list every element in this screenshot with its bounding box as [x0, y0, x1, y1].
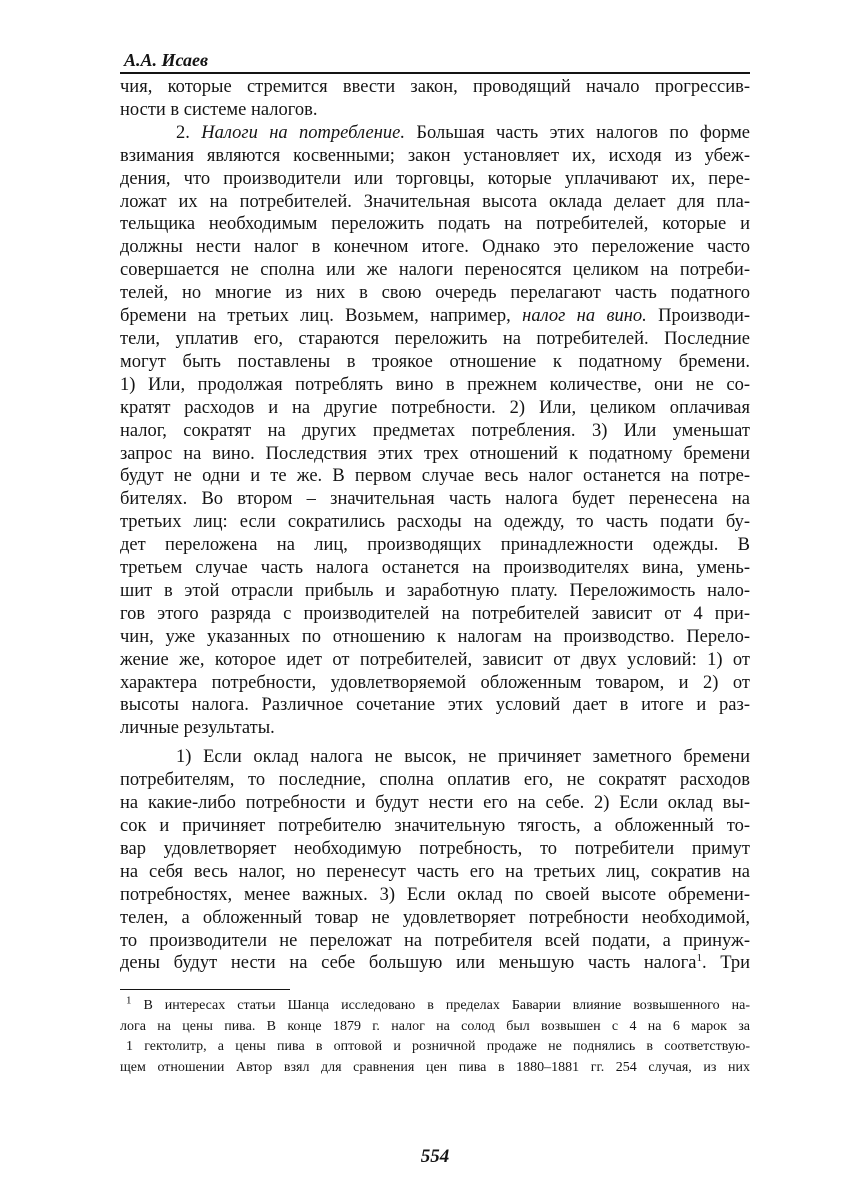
text-line: дения, что производители или торговцы, которые уплачивают их, пере- — [120, 168, 750, 189]
text-run: . Три — [701, 953, 750, 974]
text-line: потребителям, то последние, сполна оплатив его, не сократят расходов — [120, 770, 750, 791]
footnote-line: 1 гектолитр, а цены пива в оптовой и розничной продаже не поднялись в соответствую- — [126, 1039, 750, 1055]
footnote-line: лога на цены пива. В конце 1879 г. налог на солод был возвышен с 4 на 6 марок за — [120, 1018, 750, 1034]
header-rule — [120, 72, 750, 74]
footnote-line: щем отношении Автор взял для сравнения цен пива в 1880–1881 гг. 254 случая, из них — [120, 1059, 750, 1075]
text-line: налог, сократят на других предметах потребления. 3) Или уменьшат — [120, 420, 750, 441]
book-page — [120, 48, 751, 1167]
text-line: то производители не переложат на потребителя всей подати, а принуж- — [120, 930, 750, 951]
text-run: Производи- — [646, 306, 751, 327]
paragraph-1 — [120, 76, 750, 122]
text-line: ложат их на потребителей. Значительная высота оклада делает для пла- — [120, 191, 750, 212]
text-line: на какие-либо потребности и будут нести его на себе. 2) Если оклад вы- — [120, 793, 750, 814]
text-line: 1) Если оклад налога не высок, не причиняет заметного бремени — [176, 747, 750, 768]
text-line: телен, а обложенный товар не удовлетворяет потребности необходимой, — [120, 907, 750, 928]
text-line: высоты налога. Различное сочетание этих условий дает в итоге и раз- — [120, 695, 750, 716]
footnote-marker: 1 — [126, 994, 132, 1007]
text-line: вар удовлетворяет необходимую потребность, то потребители примут — [120, 838, 750, 859]
text-line: телей, но многие из них в свою очередь перелагают часть податного — [120, 283, 750, 304]
text-line: третьих лиц: если сократились расходы на одежду, то часть подати бу- — [120, 512, 750, 533]
text-line: бителях. Во втором – значительная часть налога будет перенесена на — [120, 489, 750, 510]
text-run: бремени на третьих лиц. Возьмем, например, — [120, 306, 523, 327]
text-line: личные результаты. — [120, 718, 275, 739]
text-line: сок и причиняет потребителю значительную тягость, а обложенный то- — [120, 816, 750, 836]
text-line: будут не одни и те же. В первом случае весь налог останется на потре- — [120, 466, 750, 487]
text-line: 1) Или, продолжая потреблять вино в прежнем количестве, они не со- — [120, 374, 750, 395]
footnote-line — [120, 996, 750, 1017]
text-line: запрос на вино. Последствия этих трех отношений к податному бремени — [120, 443, 750, 464]
paragraph-3 — [120, 746, 750, 975]
paragraph-2 — [120, 122, 750, 740]
text-line: чин, уже указанных по отношению к налогам на производство. Перело- — [120, 626, 750, 647]
text-line: жение же, которое идет от потребителей, зависит от двух условий: 1) от — [120, 649, 750, 670]
text-line: тели, уплатив его, стараются переложить на потребителей. Последние — [120, 328, 750, 349]
text-line — [120, 952, 750, 975]
text-line: тельщика необходимым переложить подать на потребителей, которые и — [120, 214, 750, 235]
text-run: дены будут нести на себе большую или меньшую часть налога — [120, 953, 697, 974]
text-run: Большая часть этих налогов по форме — [404, 122, 750, 143]
section-heading: Налоги на потребление. — [201, 122, 405, 143]
text-line: потребностях, менее важных. 3) Если оклад по своей высоте обремени- — [120, 884, 750, 905]
text-run: В интересах статьи Шанца исследовано в пределах Баварии влияние возвышенного на- — [131, 998, 750, 1014]
text-line: взимания являются косвенными; закон установляет их, исходя из убеж- — [120, 145, 750, 166]
text-line: шит в этой отрасли прибыль и заработную плату. Переложимость нало- — [120, 580, 750, 601]
text-line: кратят расходов и на другие потребности. 2) Или, целиком оплачивая — [120, 397, 750, 418]
text-line: могут быть поставлены в троякое отношение к податному бремени. — [120, 351, 750, 372]
text-line — [120, 305, 750, 328]
running-head: А.А. Исаев — [124, 50, 209, 70]
emphasis-term: налог на вино. — [522, 306, 647, 327]
text-line: характера потребности, удовлетворяемой обложенным товаром, и 2) от — [120, 672, 750, 693]
text-line: чия, которые стремится ввести закон, проводящий начало прогрессив- — [120, 77, 750, 97]
text-line: третьем случае часть налога останется на производителях вина, умень- — [120, 558, 750, 579]
footnote-rule — [120, 989, 290, 990]
text-line: совершается не сполна или же налоги переносятся целиком на потреби- — [120, 260, 750, 281]
footnote — [120, 996, 750, 1078]
footnote-ref[interactable]: 1 — [696, 952, 702, 965]
text-line: дет переложена на лиц, производящих принадлежности одежды. В — [120, 535, 750, 556]
section-number: 2. — [176, 122, 190, 143]
text-line: гов этого разряда с производителей на потребителей зависит от 4 при- — [120, 603, 750, 624]
page-number: 554 — [420, 1146, 450, 1167]
text-line: ности в системе налогов. — [120, 99, 318, 120]
text-line — [120, 122, 750, 145]
text-line: должны нести налог в конечном итоге. Однако это переложение часто — [120, 237, 750, 258]
text-line: на себя весь налог, но перенесут часть его на третьих лиц, сократив на — [120, 861, 750, 882]
